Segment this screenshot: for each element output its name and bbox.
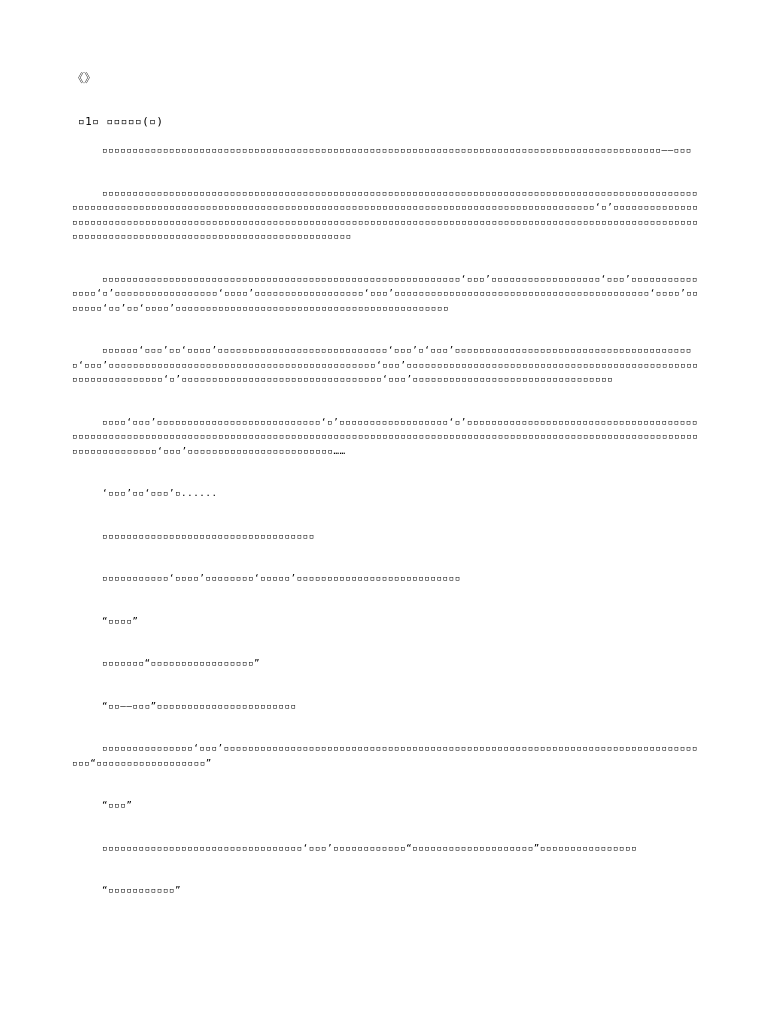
paragraph-15: “▫▫▫▫▫▫▫▫▫▫▫” <box>102 885 182 896</box>
paragraph-10: ▫▫▫▫▫▫▫“▫▫▫▫▫▫▫▫▫▫▫▫▫▫▫▫▫” <box>102 658 261 669</box>
paragraph-14: ▫▫▫▫▫▫▫▫▫▫▫▫▫▫▫▫▫▫▫▫▫▫▫▫▫▫▫▫▫▫▫▫▫‘▫▫▫’▫▫▫▫▫▫▫▫▫▫▫▫“▫▫▫▫▫▫▫▫▫▫▫▫▫▫▫▫▫▫▫▫”▫▫▫▫▫▫▫▫▫▫▫▫▫▫▫▫ <box>102 842 638 854</box>
paragraph-9: “▫▫▫▫” <box>102 615 139 627</box>
paragraph-8: ▫▫▫▫▫▫▫▫▫▫▫‘▫▫▫▫’▫▫▫▫▫▫▫▫‘▫▫▫▫▫’▫▫▫▫▫▫▫▫▫▫▫▫▫▫▫▫▫▫▫▫▫▫▫▫▫▫▫ <box>102 573 461 584</box>
book-title-marks: 《》 <box>72 71 97 85</box>
paragraph-2: ▫▫▫▫▫▫▫▫▫▫▫▫▫▫▫▫▫▫▫▫▫▫▫▫▫▫▫▫▫▫▫▫▫▫▫▫▫▫▫▫▫▫▫▫▫▫▫▫▫▫▫▫▫▫▫▫▫▫▫▫▫▫▫▫▫▫▫▫▫▫▫▫▫▫▫▫▫▫▫▫▫▫▫▫▫▫▫▫▫▫▫▫▫▫▫▫▫▫▫▫▫▫▫▫▫▫▫▫▫▫▫▫▫▫▫▫▫▫▫▫▫▫▫▫▫▫▫▫▫▫▫▫▫▫▫▫▫▫▫▫▫▫▫▫▫▫▫▫▫▫▫▫▫▫▫▫▫▫▫▫▫▫▫▫▫▫▫▫▫▫▫▫▫▫▫▫▫▫▫▫▫▫▫▫‘▫’▫▫▫▫▫▫▫▫▫▫▫▫▫▫▫▫▫▫▫▫▫▫▫▫▫▫▫▫▫▫▫▫▫▫▫▫▫▫▫▫▫▫▫▫▫▫▫▫▫▫▫▫▫▫▫▫▫▫▫▫▫▫▫▫▫▫▫▫▫▫▫▫▫▫▫▫▫▫▫▫▫▫▫▫▫▫▫▫▫▫▫▫▫▫▫▫▫▫▫▫▫▫▫▫▫▫▫▫▫▫▫▫▫▫▫▫▫▫▫▫▫▫▫▫▫▫▫▫▫▫▫▫▫▫▫▫▫▫▫▫▫▫▫▫▫▫▫▫▫▫▫▫▫▫▫▫▫▫▫▫▫▫▫ <box>72 187 699 242</box>
paragraph-5: ▫▫▫▫‘▫▫▫’▫▫▫▫▫▫▫▫▫▫▫▫▫▫▫▫▫▫▫▫▫▫▫▫▫▫▫‘▫’▫▫▫▫▫▫▫▫▫▫▫▫▫▫▫▫▫▫‘▫’▫▫▫▫▫▫▫▫▫▫▫▫▫▫▫▫▫▫▫▫▫▫▫▫▫▫▫▫▫▫▫▫▫▫▫▫▫▫▫▫▫▫▫▫▫▫▫▫▫▫▫▫▫▫▫▫▫▫▫▫▫▫▫▫▫▫▫▫▫▫▫▫▫▫▫▫▫▫▫▫▫▫▫▫▫▫▫▫▫▫▫▫▫▫▫▫▫▫▫▫▫▫▫▫▫▫▫▫▫▫▫▫▫▫▫▫▫▫▫▫▫▫▫▫▫▫▫▫▫▫▫▫▫▫▫▫▫▫▫▫▫▫▫▫▫▫▫▫▫▫▫▫▫▫▫‘▫▫▫’▫▫▫▫▫▫▫▫▫▫▫▫▫▫▫▫▫▫▫▫▫▫▫▫…… <box>72 416 699 457</box>
paragraph-12: ▫▫▫▫▫▫▫▫▫▫▫▫▫▫▫‘▫▫▫’▫▫▫▫▫▫▫▫▫▫▫▫▫▫▫▫▫▫▫▫▫▫▫▫▫▫▫▫▫▫▫▫▫▫▫▫▫▫▫▫▫▫▫▫▫▫▫▫▫▫▫▫▫▫▫▫▫▫▫▫▫▫▫▫▫▫▫▫▫▫▫▫▫▫▫▫▫▫▫▫▫“▫▫▫▫▫▫▫▫▫▫▫▫▫▫▫▫▫▫” <box>72 743 698 769</box>
paragraph-11: “▫▫——▫▫▫”▫▫▫▫▫▫▫▫▫▫▫▫▫▫▫▫▫▫▫▫▫▫▫ <box>102 700 297 712</box>
paragraph-13: “▫▫▫” <box>102 800 133 811</box>
paragraph-3: ▫▫▫▫▫▫▫▫▫▫▫▫▫▫▫▫▫▫▫▫▫▫▫▫▫▫▫▫▫▫▫▫▫▫▫▫▫▫▫▫▫▫▫▫▫▫▫▫▫▫▫▫▫▫▫▫▫▫▫‘▫▫▫’▫▫▫▫▫▫▫▫▫▫▫▫▫▫▫▫▫▫‘▫▫▫’▫▫▫▫▫▫▫▫▫▫▫▫▫▫▫‘▫’▫▫▫▫▫▫▫▫▫▫▫▫▫▫▫▫▫‘▫▫▫▫’▫▫▫▫▫▫▫▫▫▫▫▫▫▫▫▫▫▫‘▫▫▫’▫▫▫▫▫▫▫▫▫▫▫▫▫▫▫▫▫▫▫▫▫▫▫▫▫▫▫▫▫▫▫▫▫▫▫▫▫▫▫▫▫▫‘▫▫▫▫’▫▫▫▫▫▫▫‘▫▫’▫▫‘▫▫▫▫’▫▫▫▫▫▫▫▫▫▫▫▫▫▫▫▫▫▫▫▫▫▫▫▫▫▫▫▫▫▫▫▫▫▫▫▫▫▫▫▫▫▫▫▫▫ <box>72 273 699 314</box>
document-page <box>72 70 704 927</box>
chapter-title: ▫1▫ ▫▫▫▫▫(▫) <box>78 115 164 128</box>
paragraph-4: ▫▫▫▫▫▫‘▫▫▫’▫▫‘▫▫▫▫’▫▫▫▫▫▫▫▫▫▫▫▫▫▫▫▫▫▫▫▫▫▫▫▫▫▫▫▫‘▫▫▫’▫‘▫▫▫’▫▫▫▫▫▫▫▫▫▫▫▫▫▫▫▫▫▫▫▫▫▫▫▫▫▫▫▫▫▫▫▫▫▫▫▫▫▫▫▫‘▫▫▫’▫▫▫▫▫▫▫▫▫▫▫▫▫▫▫▫▫▫▫▫▫▫▫▫▫▫▫▫▫▫▫▫▫▫▫▫▫▫▫▫▫▫▫▫‘▫▫▫’▫▫▫▫▫▫▫▫▫▫▫▫▫▫▫▫▫▫▫▫▫▫▫▫▫▫▫▫▫▫▫▫▫▫▫▫▫▫▫▫▫▫▫▫▫▫▫▫▫▫▫▫▫▫▫▫▫▫▫▫▫▫▫‘▫’▫▫▫▫▫▫▫▫▫▫▫▫▫▫▫▫▫▫▫▫▫▫▫▫▫▫▫▫▫▫▫▫▫‘▫▫▫’▫▫▫▫▫▫▫▫▫▫▫▫▫▫▫▫▫▫▫▫▫▫▫▫▫▫▫▫▫▫▫▫▫ <box>72 345 699 385</box>
paragraph-1: ▫▫▫▫▫▫▫▫▫▫▫▫▫▫▫▫▫▫▫▫▫▫▫▫▫▫▫▫▫▫▫▫▫▫▫▫▫▫▫▫▫▫▫▫▫▫▫▫▫▫▫▫▫▫▫▫▫▫▫▫▫▫▫▫▫▫▫▫▫▫▫▫▫▫▫▫▫▫▫▫▫▫▫▫▫▫▫▫▫▫▫▫——▫▫▫ <box>102 145 692 156</box>
paragraph-7: ▫▫▫▫▫▫▫▫▫▫▫▫▫▫▫▫▫▫▫▫▫▫▫▫▫▫▫▫▫▫▫▫▫▫▫ <box>102 530 315 542</box>
paragraph-6: ‘▫▫▫’▫▫‘▫▫▫’▫...... <box>102 488 218 499</box>
